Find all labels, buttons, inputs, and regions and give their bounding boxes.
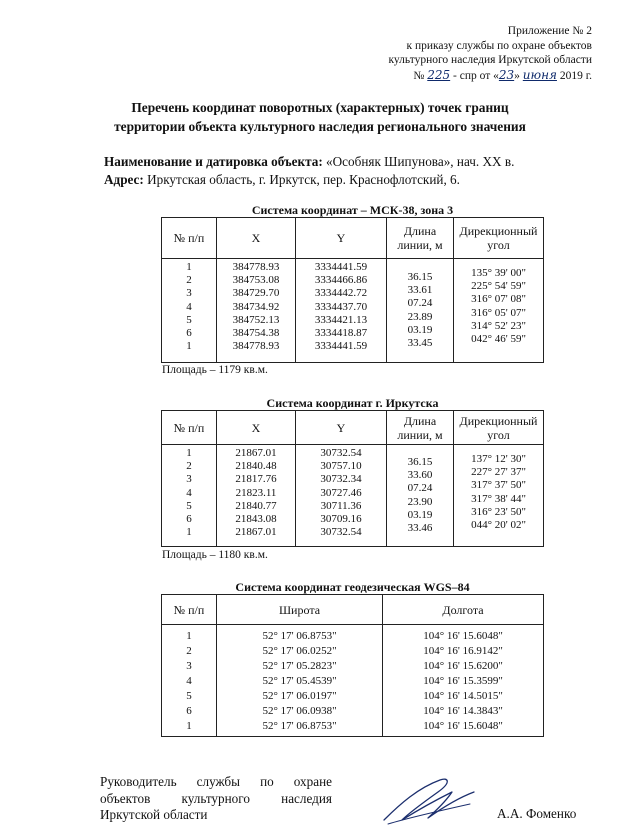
signer-position-line-2: объектов культурного наследия	[100, 790, 332, 806]
table1-col-x	[217, 259, 296, 363]
table3-caption: Система координат геодезическая WGS–84	[235, 580, 470, 594]
table1-col-length	[387, 259, 454, 363]
table3-col-latitude	[217, 625, 383, 737]
table2-col-number	[162, 445, 217, 547]
order-number-handwritten: 225	[427, 67, 451, 82]
table2-row-1-cell-2: 30732.54	[320, 447, 362, 459]
table3-row-1-cell-1: 52° 17' 06.8753"	[262, 630, 337, 642]
table1-row-2-cell-1: 384753.08	[232, 274, 280, 287]
table2-row-4-cell-1: 21823.11	[235, 486, 277, 499]
table2-header-y: Y	[296, 411, 387, 445]
table1-row-7-cell-0: 1	[186, 340, 192, 353]
table2-caption: Система координат г. Иркутска	[266, 396, 439, 410]
appendix-line-1: Приложение № 2	[507, 25, 592, 37]
table1-row-1-cell-0: 1	[186, 261, 192, 273]
table2-row-2-cell-1: 21840.48	[235, 460, 277, 473]
table1-length-3: 07.24	[407, 297, 433, 310]
table1-row-5-cell-0: 5	[186, 313, 192, 326]
table3-row-4-cell-2: 104° 16' 15.3599"	[423, 675, 503, 687]
table1-row-6-cell-3: 042° 46' 59"	[471, 333, 526, 346]
table1-row-5-cell-3: 314° 52' 23"	[471, 319, 526, 332]
object-address-value: Иркутская область, г. Иркутск, пер. Краснофлотский, 6.	[147, 171, 460, 187]
object-name-row	[104, 153, 514, 171]
object-address-label: Адрес:	[104, 171, 144, 187]
table2-row-5-cell-1: 21840.77	[235, 499, 277, 512]
table1-row-2-cell-0: 2	[186, 274, 192, 287]
table3-row-3-cell-2: 104° 16' 15.6200"	[423, 660, 503, 672]
table2-row-2-cell-2: 30757.10	[320, 460, 362, 473]
signer-position-line-1: Руководитель службы по охране	[100, 774, 332, 789]
table1-row-1-cell-3: 135° 39' 00"	[471, 267, 526, 279]
order-date-prefix: - спр от «	[453, 69, 499, 82]
table2-length-5: 03.19	[407, 508, 433, 521]
table2-row-5-cell-0: 5	[186, 499, 192, 512]
signer-position	[100, 774, 332, 824]
table1-area: Площадь – 1179 кв.м.	[162, 364, 268, 376]
table2-length-3: 07.24	[407, 482, 433, 495]
table2-row-6-cell-0: 6	[186, 513, 192, 526]
table3-row-3-cell-1: 52° 17' 05.2823"	[262, 660, 337, 672]
table1-col-y	[296, 259, 387, 363]
table3-row-6-cell-1: 52° 17' 06.0938"	[262, 705, 337, 717]
table2-header-x: X	[217, 411, 296, 445]
table2-header-length: Длина линии, м	[387, 411, 454, 445]
table1-row-4-cell-0: 4	[186, 300, 192, 313]
handwritten-signature	[378, 774, 478, 828]
table3-row-5-cell-1: 52° 17' 06.0197"	[262, 690, 337, 702]
table3-row-6-cell-2: 104° 16' 14.3843"	[423, 705, 503, 717]
table3-col-number	[162, 625, 217, 737]
object-info	[104, 153, 514, 188]
object-name-label: Наименование и датировка объекта:	[104, 154, 323, 169]
table1-row-3-cell-1: 384729.70	[232, 287, 280, 300]
table1-length-6: 33.45	[407, 336, 433, 349]
order-no-prefix: №	[413, 69, 425, 82]
table1-row-3-cell-2: 3334442.72	[314, 287, 368, 300]
table1-row-4-cell-1: 384734.92	[232, 300, 280, 313]
table2-row-1-cell-1: 21867.01	[235, 447, 277, 459]
table1-row-2-cell-2: 3334466.86	[314, 274, 368, 287]
table1-row-2-cell-3: 225° 54' 59"	[471, 280, 526, 293]
table3-header-longitude: Долгота	[383, 595, 544, 625]
table2-length-1: 36.15	[407, 455, 433, 468]
table2-row-5-cell-2: 30711.36	[320, 499, 362, 512]
order-number-line	[389, 68, 593, 84]
table2-row-4-cell-2: 30727.46	[320, 486, 362, 499]
table1-row-6-cell-0: 6	[186, 327, 192, 340]
table2-length-6: 33.46	[407, 521, 433, 534]
table1-length-2: 33.61	[407, 284, 433, 297]
table2-row-6-cell-1: 21843.08	[235, 513, 277, 526]
object-name-value: «Особняк Шипунова», нач. XX в.	[326, 154, 515, 169]
table2-row-6-cell-2: 30709.16	[320, 513, 362, 526]
table3-row-4-cell-0: 4	[186, 675, 192, 687]
table1-length-1: 36.15	[407, 270, 433, 283]
table3-row-1-cell-0: 1	[186, 630, 192, 642]
table2-row-3-cell-0: 3	[186, 473, 192, 486]
table3-row-4-cell-1: 52° 17' 05.4539"	[262, 675, 337, 687]
table1-length-4: 23.89	[407, 310, 433, 323]
table3-row-6-cell-0: 6	[186, 705, 192, 717]
appendix-line-3: культурного наследия Иркутской области	[388, 54, 592, 66]
table3-row-5-cell-0: 5	[186, 690, 192, 702]
table1-row-3-cell-0: 3	[186, 287, 192, 300]
table2-area: Площадь – 1180 кв.м.	[162, 549, 268, 561]
table2-header-number: № п/п	[162, 411, 217, 445]
table2-col-x	[217, 445, 296, 547]
table1-row-3-cell-3: 316° 07' 08"	[471, 293, 526, 306]
order-year: 2019 г.	[559, 69, 592, 82]
table2-row-3-cell-3: 317° 37' 50"	[471, 479, 526, 492]
table1-row-4-cell-3: 316° 05' 07"	[471, 306, 526, 319]
table2-row-4-cell-3: 317° 38' 44"	[471, 492, 526, 505]
table1-row-5-cell-2: 3334421.13	[314, 313, 368, 326]
table2-length-4: 23.90	[407, 495, 433, 508]
table1-row-5-cell-1: 384752.13	[232, 313, 280, 326]
order-date-close-quote: »	[514, 69, 520, 82]
table1-row-7-cell-1: 384778.93	[232, 340, 280, 353]
table2-header-angle: Дирекционный угол	[454, 411, 544, 445]
table2-row-7-cell-0: 1	[186, 526, 192, 539]
appendix-line-2: к приказу службы по охране объектов	[406, 39, 592, 52]
table1-header-y: Y	[296, 218, 387, 259]
table3-row-3-cell-0: 3	[186, 660, 192, 672]
table2-row-2-cell-3: 227° 27' 37"	[471, 466, 526, 479]
table1-row-1-cell-2: 3334441.59	[314, 261, 368, 273]
table2-col-angle	[454, 445, 544, 547]
table3-row-7-cell-1: 52° 17' 06.8753"	[262, 720, 337, 732]
table2-row-3-cell-2: 30732.34	[320, 473, 362, 486]
table2-col-y	[296, 445, 387, 547]
document-title-line-2: территории объекта культурного наследия регионального значения	[114, 119, 526, 134]
table3-row-5-cell-2: 104° 16' 14.5015"	[423, 690, 503, 702]
table1-header-angle: Дирекционный угол	[454, 218, 544, 259]
table1-row-7-cell-2: 3334441.59	[314, 340, 368, 353]
table2-row-5-cell-3: 316° 23' 50"	[471, 505, 526, 518]
table3-row-2-cell-1: 52° 17' 06.0252"	[262, 645, 337, 657]
table1-row-6-cell-1: 384754.38	[232, 327, 280, 340]
irkutsk-coordinates-table	[161, 410, 544, 547]
table3-row-2-cell-0: 2	[186, 645, 192, 657]
msk38-coordinates-table	[161, 217, 544, 363]
table1-header-x: X	[217, 218, 296, 259]
table2-row-1-cell-0: 1	[186, 447, 192, 459]
signer-position-line-3: Иркутской области	[100, 807, 208, 822]
table1-row-6-cell-2: 3334418.87	[314, 327, 368, 340]
table1-row-4-cell-2: 3334437.70	[314, 300, 368, 313]
order-day-handwritten: 23	[498, 67, 515, 82]
table1-col-number	[162, 259, 217, 363]
document-title-line-1: Перечень координат поворотных (характерных) точек границ	[131, 100, 509, 115]
table2-row-1-cell-3: 137° 12' 30"	[471, 453, 526, 465]
table1-caption: Система координат – МСК-38, зона 3	[251, 203, 454, 217]
table2-col-length	[387, 445, 454, 547]
table1-header-length: Длина линии, м	[387, 218, 454, 259]
signer-name: А.А. Фоменко	[497, 806, 577, 821]
table3-col-longitude	[383, 625, 544, 737]
table3-row-7-cell-2: 104° 16' 15.6048"	[423, 720, 503, 732]
document-title	[0, 98, 640, 136]
appendix-reference	[389, 24, 593, 83]
table2-length-2: 33.60	[407, 469, 433, 482]
table1-header-number: № п/п	[162, 218, 217, 259]
table2-row-7-cell-2: 30732.54	[320, 526, 362, 539]
table3-header-number: № п/п	[162, 595, 217, 625]
table1-length-5: 03.19	[407, 323, 433, 336]
table3-row-7-cell-0: 1	[186, 720, 192, 732]
table2-row-3-cell-1: 21817.76	[235, 473, 277, 486]
table1-row-1-cell-1: 384778.93	[232, 261, 280, 273]
table2-row-7-cell-1: 21867.01	[235, 526, 277, 539]
table3-header-latitude: Широта	[217, 595, 383, 625]
wgs84-coordinates-table	[161, 594, 544, 737]
table1-col-angle	[454, 259, 544, 363]
table2-row-2-cell-0: 2	[186, 460, 192, 473]
table3-row-1-cell-2: 104° 16' 15.6048"	[423, 630, 503, 642]
table3-row-2-cell-2: 104° 16' 16.9142"	[423, 645, 503, 657]
object-address-row	[104, 171, 514, 189]
table2-row-6-cell-3: 044° 20' 02"	[471, 519, 526, 532]
table2-row-4-cell-0: 4	[186, 486, 192, 499]
order-month-handwritten: июня	[522, 67, 557, 82]
